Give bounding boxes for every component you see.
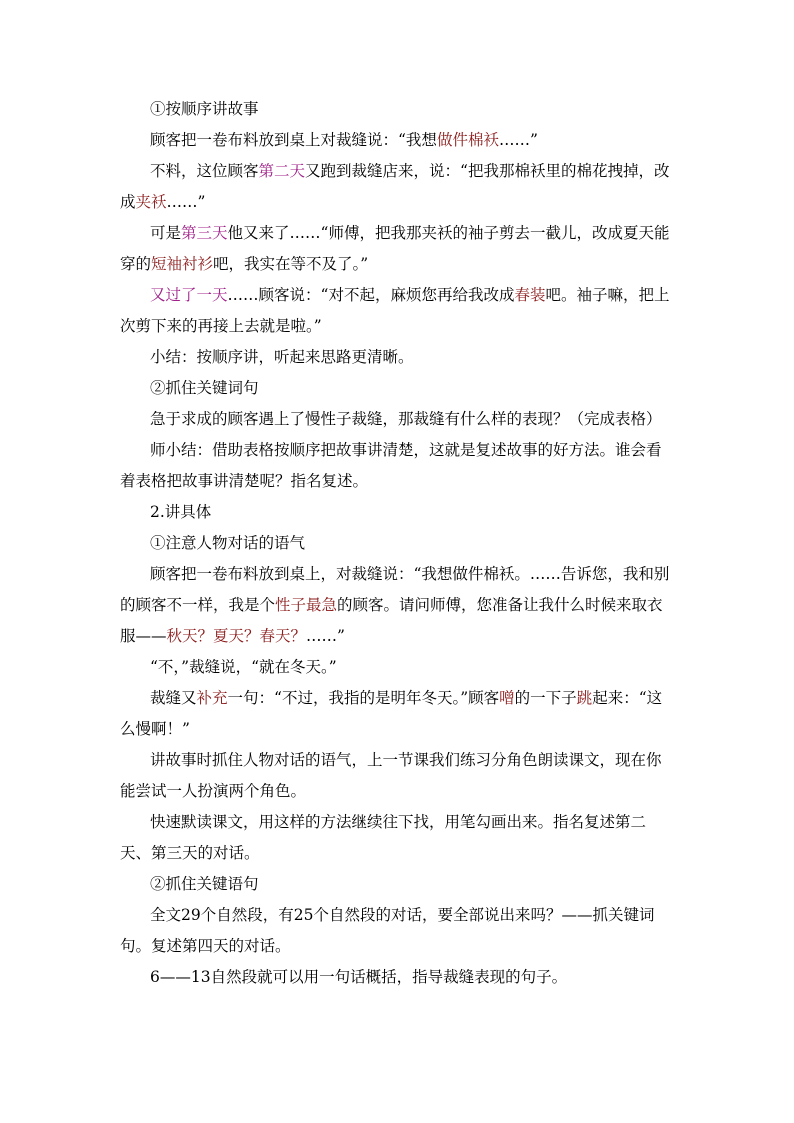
text: ……”	[166, 193, 206, 211]
text: 小结：按顺序讲，听起来思路更清晰。	[150, 348, 414, 366]
text: 师小结：借助表格按顺序把故事讲清楚，这就是复述故事的好方法。谁会看着表格把故事讲清楚呢？指名复述。	[120, 441, 662, 490]
para-5	[120, 280, 672, 342]
document-page	[120, 94, 672, 993]
text: 急于求成的顾客遇上了慢性子裁缝，那裁缝有什么样的表现？（完成表格）	[150, 410, 662, 428]
para-12	[120, 559, 672, 652]
highlight-text: 第三天	[181, 224, 228, 242]
text: 快速默读课文，用这样的方法继续往下找，用笔勾画出来。指名复述第二天、第三天的对话。	[120, 813, 647, 862]
text: 可是	[150, 224, 182, 242]
text: 吧，我实在等不及了。”	[213, 255, 369, 273]
text: 一句：“不过，我指的是明年冬天。”顾客	[227, 689, 500, 707]
highlight-text: 短袖衬衫	[151, 255, 214, 273]
para-18	[120, 900, 672, 962]
highlight-text: 夹袄	[135, 193, 167, 211]
text: 的一下子	[514, 689, 577, 707]
text: 裁缝又	[150, 689, 197, 707]
text: 吧。袖子嘛，把上次剪下来的再接上去就是啦。”	[120, 286, 670, 335]
para-4	[120, 218, 672, 280]
text: ……”	[498, 131, 538, 149]
highlight-text: 噌	[499, 689, 515, 707]
text: ①按顺序讲故事	[150, 100, 259, 118]
para-2	[120, 125, 672, 156]
highlight-text: 跳	[576, 689, 593, 707]
text: 顾客把一卷布料放到桌上，对裁缝说：“我想做件棉袄。……告诉您，我和别的顾客不一样，我是个	[120, 565, 670, 614]
para-1	[120, 94, 672, 125]
highlight-text: 第二天	[258, 162, 306, 180]
text: 讲故事时抓住人物对话的语气，上一节课我们练习分角色朗读课文，现在你能尝试一人扮演两个角色。	[120, 751, 662, 800]
para-14	[120, 683, 672, 745]
text: “不，”裁缝说，“就在冬天。”	[150, 658, 337, 676]
para-16	[120, 807, 672, 869]
text: 全文29个自然段，有25个自然段的对话，要全部说出来吗？——抓关键词句。复述第四天的对话。	[120, 906, 655, 955]
text: ②抓住关键词句	[150, 379, 259, 397]
para-17	[120, 869, 672, 900]
highlight-text: 秋天？夏天？春天？	[166, 627, 307, 645]
para-13	[120, 652, 672, 683]
para-6	[120, 342, 672, 373]
para-15	[120, 745, 672, 807]
para-9	[120, 435, 672, 497]
text: ……”	[306, 627, 345, 645]
para-11	[120, 528, 672, 559]
text: ①注意人物对话的语气	[150, 534, 306, 552]
highlight-text: 性子最急	[275, 596, 338, 614]
para-19	[120, 962, 672, 993]
text: ②抓住关键语句	[150, 875, 259, 893]
text: 顾客把一卷布料放到桌上对裁缝说：“我想	[150, 131, 437, 149]
text: 2.讲具体	[150, 503, 212, 521]
text: ……顾客说：“对不起，麻烦您再给我改成	[227, 286, 515, 304]
text: 6——13自然段就可以用一句话概括，指导裁缝表现的句子。	[150, 968, 568, 986]
highlight-text: 补充	[196, 689, 228, 707]
para-7	[120, 373, 672, 404]
text: 的顾客。请问师傅，您准备让我什么时候来取衣服——	[120, 596, 663, 645]
highlight-text: 又过了一天	[150, 286, 228, 304]
text: 又跑到裁缝店来，说：“把我那棉袄里的棉花拽掉，改成	[120, 162, 670, 211]
para-10	[120, 497, 672, 528]
para-3	[120, 156, 672, 218]
highlight-text: 做件棉袄	[436, 131, 499, 149]
para-8	[120, 404, 672, 435]
text: 起来：“这么慢啊！”	[120, 689, 663, 738]
text: 不料，这位顾客	[150, 162, 259, 180]
text: 他又来了……“师傅，把我那夹袄的袖子剪去一截儿，改成夏天能穿的	[120, 224, 670, 273]
highlight-text: 春装	[514, 286, 546, 304]
